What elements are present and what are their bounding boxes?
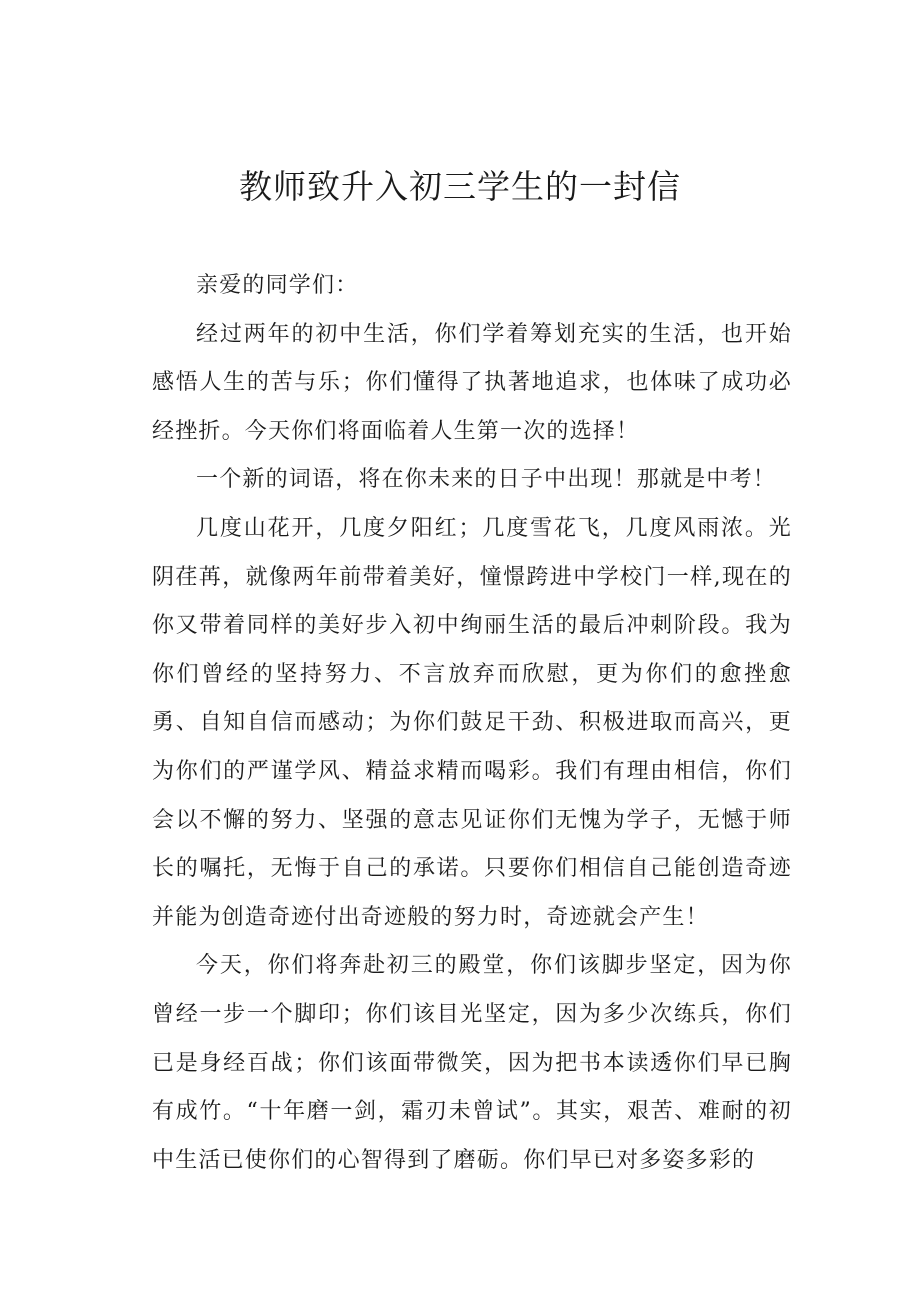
paragraph: 几度山花开，几度夕阳红；几度雪花飞，几度风雨浓。光阴荏苒，就像两年前带着美好，憧憬跨进中学校门一样,现在的你又带着同样的美好步入初中绚丽生活的最后冲刺阶段。我为你们曾经的坚持努力、不言放弃而欣慰，更为你们的愈挫愈勇、自知自信而感动；为你们鼓足干劲、积极进取而高兴，更为你们的严谨学风、精益求精而喝彩。我们有理由相信，你们会以不懈的努力、坚强的意志见证你们无愧为学子，无憾于师长的嘱托，无悔于自己的承诺。只要你们相信自己能创造奇迹并能为创造奇迹付出奇迹般的努力时，奇迹就会产生！ — [152, 515, 792, 930]
paragraph: 今天，你们将奔赴初三的殿堂，你们该脚步坚定，因为你曾经一步一个脚印；你们该目光坚定，因为多少次练兵，你们已是身经百战；你们该面带微笑，因为把书本读透你们早已胸有成竹。“十年磨一剑，霜刃未曾试”。其实，艰苦、难耐的初中生活已使你们的心智得到了磨砺。你们早已对多姿多彩的 — [152, 953, 792, 1173]
salutation: 亲爱的同学们： — [196, 273, 359, 298]
letter-body — [152, 262, 792, 1185]
paragraph: 经过两年的初中生活，你们学着筹划充实的生活，也开始感悟人生的苦与乐；你们懂得了执著地追求，也体味了成功必经挫折。今天你们将面临着人生第一次的选择！ — [152, 321, 792, 444]
document-title: 教师致升入初三学生的一封信 — [239, 167, 681, 206]
paragraph: 一个新的词语，将在你未来的日子中出现！那就是中考！ — [196, 467, 777, 493]
